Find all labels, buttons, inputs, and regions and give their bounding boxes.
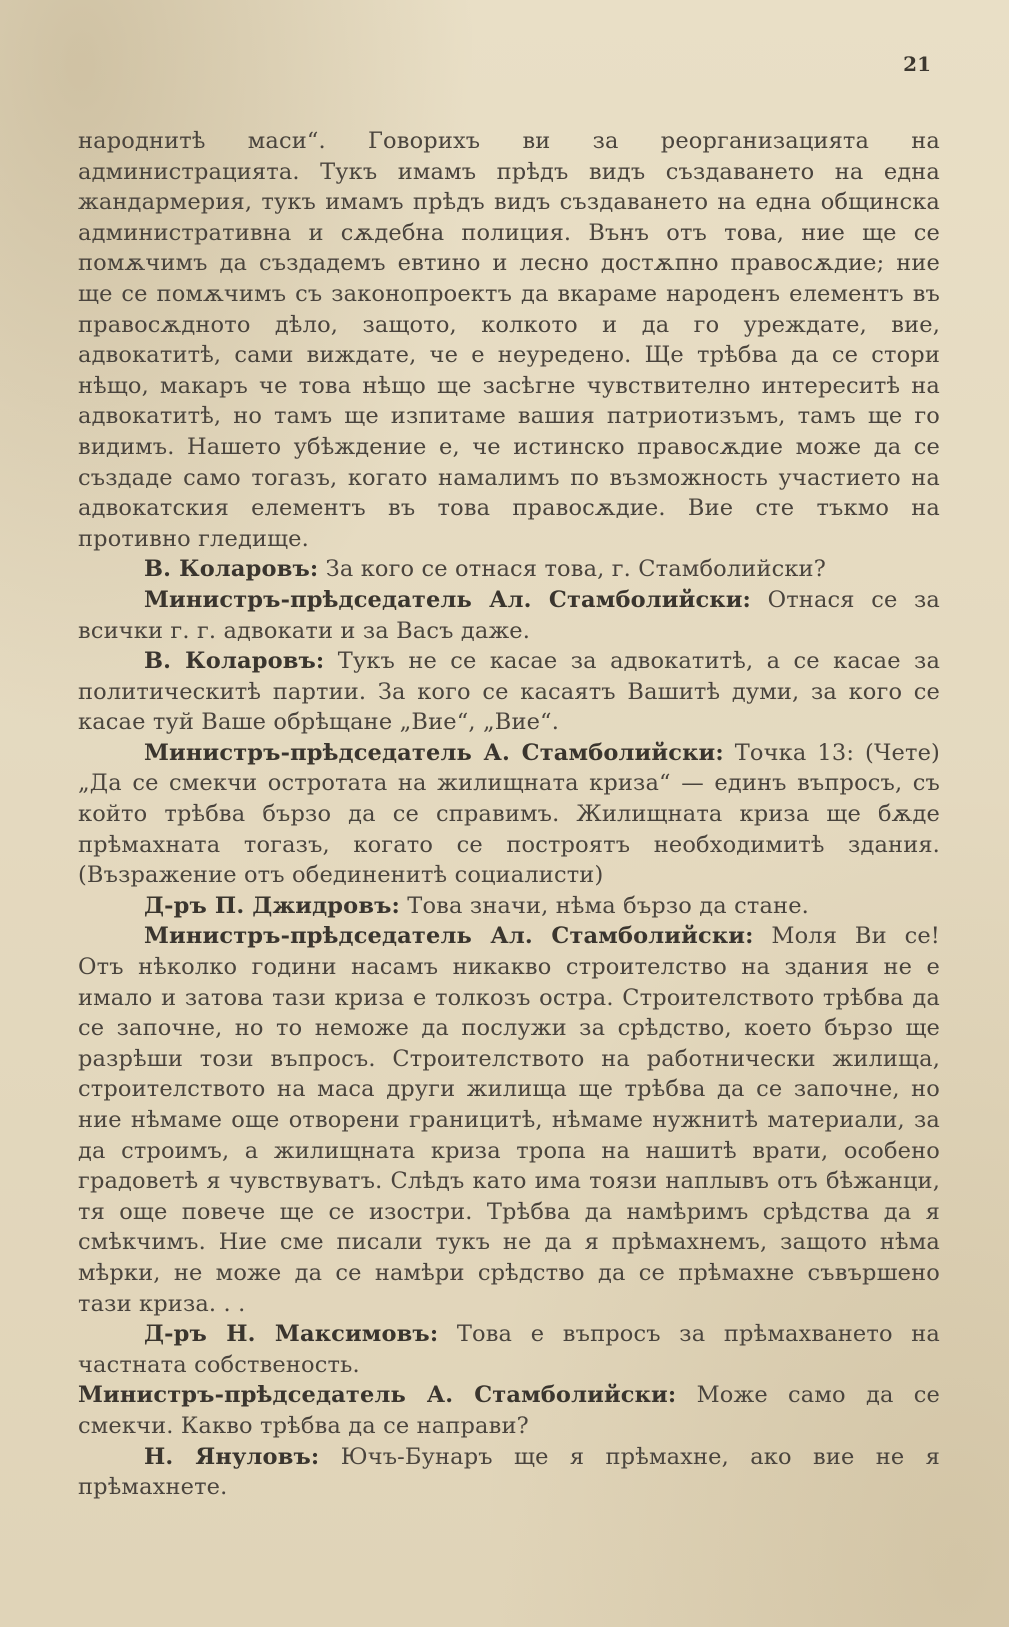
page-number: 21 [903,52,931,76]
speaker-name: Н. Януловъ: [144,1443,320,1470]
text-body [78,126,940,1503]
speech-text: Може само да се смекчи. Какво трѣбва да се направи? [78,1382,940,1439]
paragraph [78,891,940,922]
paragraph [78,126,940,554]
paragraph [78,646,940,738]
speaker-name: Министръ-прѣдседатель А. Стамболийски: [144,739,724,766]
speech-text: Отнася се за всички г. г. адвокати и за Васъ даже. [78,586,940,644]
paragraph [78,585,940,646]
paragraph [78,1442,940,1503]
speech-text: Това е въпросъ за прѣмахването на частната собственость. [78,1321,940,1378]
speaker-name: Д-ръ Н. Максимовъ: [144,1321,439,1348]
paragraph [78,921,940,1319]
paragraph [78,1319,940,1380]
speaker-name: Министръ-прѣдседатель Ал. Стамболийски: [144,586,752,613]
paragraph [78,1380,940,1441]
speech-text: Ючъ-Бунаръ ще я прѣмахне, ако вие не я прѣмахнете. [78,1443,940,1501]
speaker-name: Министръ-прѣдседатель Ал. Стамболийски: [144,923,754,950]
speech-text: Това значи, нѣма бързо да стане. [407,892,809,919]
speech-text: Точка 13: (Чете) „Да се смекчи остротата на жилищната криза“ — единъ въпросъ, съ който трѣбва бързо да се справимъ. Жилищната криза ще бѫде прѣмахната тогазъ, когато се построятъ необходимитѣ здания. (Възражение отъ обединенитѣ социалисти) [78,739,940,889]
paragraph [78,738,940,891]
speaker-name: В. Коларовъ: [144,648,325,675]
speech-text: Тукъ не се касае за адвокатитѣ, а се касае за политическитѣ партии. За кого се касаятъ Вашитѣ думи, за кого се касае туй Ваше обрѣщане „Вие“, „Вие“. [78,648,941,736]
speaker-name: Министръ-прѣдседатель А. Стамболийски: [78,1382,677,1409]
paragraph-text: народнитѣ маси“. Говорихъ ви за реорганизацията на администрацията. Тукъ имамъ прѣдъ видъ създаването на една жандармерия, тукъ имамъ прѣдъ видъ създаването на една общинска административна и сѫдебна полиция. Вънъ отъ това, ние ще се помѫчимъ да създадемъ евтино и лесно достѫпно правосѫдие; ние ще се помѫчимъ съ законопроектъ да вкараме народенъ елементъ въ правосѫдното дѣло, защото, колкото и да го уреждате, вие, адвокатитѣ, сами виждате, че е неуредено. Ще трѣбва да се стори нѣщо, макаръ че това нѣщо ще засѣгне чувствително интереситѣ на адвокатитѣ, но тамъ ще изпитаме вашия патриотизъмъ, тамъ ще го видимъ. Нашето убѣждение е, че истинско правосѫдие може да се създаде само тогазъ, когато намалимъ по възможность участието на адвокатския елементъ въ това правосѫдие. Вие сте тъкмо на противно гледище. [78,128,940,552]
speaker-name: В. Коларовъ: [144,556,319,583]
speech-text: Моля Ви се! Отъ нѣколко години насамъ никакво строителство на здания не е имало и затова тази криза е толкозъ остра. Строителството трѣбва да се започне, но то неможе да послужи за срѣдство, което бързо ще разрѣши този въпросъ. Строителството на работнически жилища, строителството на маса други жилища ще трѣбва да се започне, но ние нѣмаме още отворени границитѣ, нѣмаме нужнитѣ материали, за да строимъ, а жилищната криза тропа на нашитѣ врати, особено градоветѣ я чувствуватъ. Слѣдъ като има тоязи наплывъ отъ бѣжанци, тя още повече ще се изостри. Трѣбва да намѣримъ срѣдства да я смѣкчимъ. Ние сме писали тукъ не да я прѣмахнемъ, защото нѣма мѣрки, не може да се намѣри срѣдство да се прѣмахне съвършено тази криза. . . [78,923,940,1317]
speech-text: За кого се отнася това, г. Стамболийски? [325,556,826,583]
paragraph [78,554,940,585]
speaker-name: Д-ръ П. Джидровъ: [144,892,400,919]
